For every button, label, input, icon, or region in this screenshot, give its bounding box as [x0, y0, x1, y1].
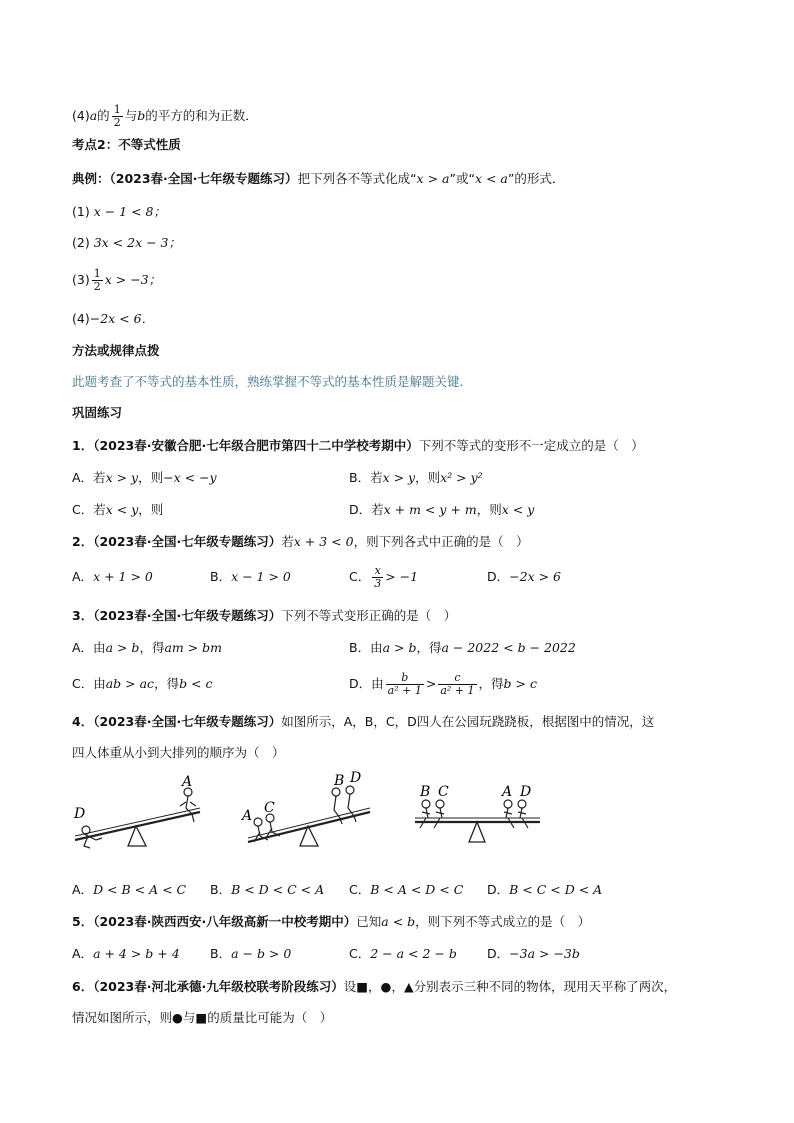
q-num: 6． — [72, 979, 94, 994]
stem: 设■，●，▲分别表示三种不同的物体，现用天平称了两次， — [343, 979, 677, 994]
question-6-stem-cont: 情况如图所示，则●与■的质量比可能为（ ） — [72, 1010, 333, 1025]
math: 3x < 2x − 3； — [93, 235, 182, 250]
question-5 — [72, 910, 734, 934]
math: > — [425, 676, 437, 691]
math: a − b > 0 — [231, 946, 292, 961]
example-item-2 — [72, 231, 734, 255]
text: ，得 — [139, 640, 165, 655]
frac-num: c — [438, 672, 476, 685]
opt-label: B． — [210, 882, 232, 897]
q-num: 4． — [72, 714, 94, 729]
math: a + 4 > b + 4 — [93, 946, 180, 961]
q5-option-a[interactable] — [72, 942, 180, 966]
q5-option-c[interactable] — [349, 942, 457, 966]
math: B < C < D < A — [509, 882, 603, 897]
q1-option-b[interactable] — [349, 466, 483, 490]
opt-label: B． — [210, 569, 232, 584]
label-a: A — [182, 774, 193, 790]
frac-num: b — [386, 672, 424, 685]
label-a: A — [242, 808, 253, 824]
math: x > y — [382, 470, 416, 485]
opt-label: C． — [349, 569, 371, 584]
question-1 — [72, 434, 734, 458]
math: 2 − a < 2 − b — [370, 946, 457, 961]
fraction-half — [112, 104, 123, 129]
text: ，则下列不等式成立的是（ ） — [415, 914, 591, 929]
opt-label: D． — [487, 569, 510, 584]
fraction — [372, 565, 383, 590]
text: ，则 — [138, 470, 164, 485]
q-num: 2． — [72, 534, 94, 549]
opt-label: A． — [72, 569, 94, 584]
q5-option-d[interactable] — [487, 942, 580, 966]
item-label: (4) — [72, 311, 90, 326]
source: （2023春·全国·七年级专题练习） — [109, 171, 298, 186]
math: −x < −y — [163, 470, 217, 485]
label-c: C — [264, 800, 275, 816]
math: ab > ac — [105, 676, 155, 691]
math: a < b — [381, 914, 416, 929]
section-heading-kaodian: 考点2：不等式性质 — [72, 137, 181, 152]
label-a: A — [502, 784, 513, 800]
opt-label: B．由 — [349, 640, 383, 655]
math: x > y — [105, 470, 139, 485]
example-label: 典例： — [72, 171, 110, 186]
math: D < B < A < C — [93, 882, 187, 897]
seesaw-1 — [73, 774, 200, 848]
math: x² > y² — [440, 470, 483, 485]
text: ，则下列各式中正确的是（ ） — [353, 534, 529, 549]
q1-option-d[interactable] — [349, 498, 534, 522]
text: 的 — [97, 108, 110, 123]
example-line — [72, 167, 734, 191]
math: x + m < y + m — [383, 502, 477, 517]
item-label: (3) — [72, 272, 90, 287]
label-d: D — [350, 770, 362, 786]
source: （2023春·全国·七年级专题练习） — [93, 534, 282, 549]
text: 与 — [124, 108, 138, 123]
question-4 — [72, 710, 734, 734]
seesaw-3 — [415, 784, 540, 842]
part-label: (4) — [72, 108, 90, 123]
text: ，得 — [154, 676, 180, 691]
opt-label: C．若 — [72, 502, 106, 517]
text: ，则 — [415, 470, 441, 485]
frac-num: 1 — [113, 103, 121, 116]
opt-label: D．由 — [349, 676, 384, 691]
q3-option-b[interactable] — [349, 636, 576, 660]
math: −2x < 6． — [89, 311, 155, 326]
label-c: C — [438, 784, 449, 800]
seesaw-figure — [70, 770, 570, 860]
opt-label: C．由 — [72, 676, 106, 691]
math: B < A < D < C — [370, 882, 464, 897]
q2-option-d[interactable] — [487, 565, 561, 589]
math: B < D < C < A — [231, 882, 325, 897]
opt-label: D．若 — [349, 502, 384, 517]
label-d: D — [74, 806, 86, 822]
math: x + 3 < 0 — [293, 534, 354, 549]
frac-den: 3 — [374, 577, 382, 590]
opt-label: A． — [72, 946, 94, 961]
seesaw-2 — [240, 770, 370, 846]
frac-den: a² + 1 — [440, 684, 475, 697]
section-heading-gonggu: 巩固练习 — [72, 405, 123, 420]
example-item-4 — [72, 307, 734, 331]
section-heading-fangfa: 方法或规律点拨 — [72, 343, 160, 358]
label-d: D — [520, 784, 532, 800]
opt-label: D． — [487, 946, 510, 961]
q-num: 5． — [72, 914, 94, 929]
item-label: (2) — [72, 235, 90, 250]
q4-option-d[interactable] — [487, 878, 602, 902]
q1-option-a[interactable] — [72, 466, 217, 490]
example-item-3 — [72, 268, 734, 292]
frac-den: 2 — [113, 116, 121, 129]
frac-den: 2 — [93, 280, 101, 293]
var-a: a — [89, 108, 98, 123]
var-b: b — [137, 108, 146, 123]
opt-label: B．若 — [349, 470, 383, 485]
frac-den: a² + 1 — [387, 684, 422, 697]
stem: 下列不等式的变形不一定成立的是（ ） — [418, 438, 644, 453]
q4-option-a[interactable] — [72, 878, 186, 902]
opt-label: C． — [349, 946, 371, 961]
source: （2023春·全国·七年级专题练习） — [93, 608, 282, 623]
q2-option-a[interactable] — [72, 565, 153, 589]
opt-label: C． — [349, 882, 371, 897]
math: am > bm — [164, 640, 223, 655]
opt-label: A．由 — [72, 640, 106, 655]
text: ”或“ — [449, 171, 475, 186]
label-b: B — [334, 773, 345, 789]
source: （2023春·全国·七年级专题练习） — [93, 714, 282, 729]
math: b < c — [179, 676, 213, 691]
q4-option-c[interactable] — [349, 878, 463, 902]
math: −3a > −3b — [509, 946, 580, 961]
q3-option-c[interactable] — [72, 672, 213, 696]
text: ，得 — [478, 676, 504, 691]
frac-num: x — [372, 565, 383, 578]
math: x − 1 > 0 — [231, 569, 291, 584]
source: （2023春·安徽合肥·七年级合肥市第四十二中学校考期中） — [93, 438, 419, 453]
text: ，则 — [138, 502, 164, 517]
fraction — [438, 672, 476, 697]
frac-num: 1 — [93, 267, 101, 280]
math: a − 2022 < b − 2022 — [441, 640, 576, 655]
q4-option-b[interactable] — [210, 878, 324, 902]
part4-line — [72, 104, 734, 128]
text: ，则 — [476, 502, 502, 517]
text: ”的形式． — [507, 171, 565, 186]
question-6 — [72, 975, 734, 999]
math: a > b — [382, 640, 417, 655]
question-3 — [72, 604, 734, 628]
source: （2023春·陕西西安·八年级高新一中校考期中） — [93, 914, 357, 929]
example-item-1 — [72, 200, 734, 224]
math: x < y — [501, 502, 535, 517]
math: x + 1 > 0 — [93, 569, 153, 584]
source: （2023春·河北承德·九年级校联考阶段练习） — [93, 979, 344, 994]
math: −2x > 6 — [509, 569, 561, 584]
opt-label: B． — [210, 946, 232, 961]
label-b: B — [420, 784, 431, 800]
q3-option-d[interactable] — [349, 672, 537, 697]
question-4-stem-cont: 四人体重从小到大排列的顺序为（ ） — [72, 745, 285, 760]
text: ，得 — [416, 640, 442, 655]
math: a > b — [105, 640, 140, 655]
opt-label: A． — [72, 882, 94, 897]
stem: 下列不等式变形正确的是（ ） — [281, 608, 457, 623]
math: x < y — [105, 502, 139, 517]
q-num: 3． — [72, 608, 94, 623]
q5-option-b[interactable] — [210, 942, 291, 966]
math: x > a — [416, 171, 450, 186]
math: x > −3； — [104, 272, 162, 287]
method-text: 此题考查了不等式的基本性质，熟练掌握不等式的基本性质是解题关键． — [72, 374, 473, 389]
item-label: (1) — [72, 204, 90, 219]
stem: 如图所示，A，B，C，D四人在公园玩跷跷板，根据图中的情况，这 — [281, 714, 655, 729]
q2-option-b[interactable] — [210, 565, 291, 589]
math: x < a — [474, 171, 508, 186]
math: > −1 — [385, 569, 419, 584]
opt-label: D． — [487, 882, 510, 897]
q2-option-c[interactable] — [349, 565, 418, 590]
q3-option-a[interactable] — [72, 636, 222, 660]
question-2 — [72, 530, 734, 554]
opt-label: A．若 — [72, 470, 106, 485]
text: 若 — [281, 534, 294, 549]
text: 已知 — [356, 914, 382, 929]
fraction — [386, 672, 424, 697]
q-num: 1． — [72, 438, 94, 453]
fraction — [92, 268, 103, 293]
q1-option-c[interactable] — [72, 498, 163, 522]
text: 的平方的和为正数． — [145, 108, 258, 123]
math: b > c — [503, 676, 537, 691]
text: 把下列各不等式化成“ — [297, 171, 417, 186]
math: x − 1 < 8； — [93, 204, 166, 219]
